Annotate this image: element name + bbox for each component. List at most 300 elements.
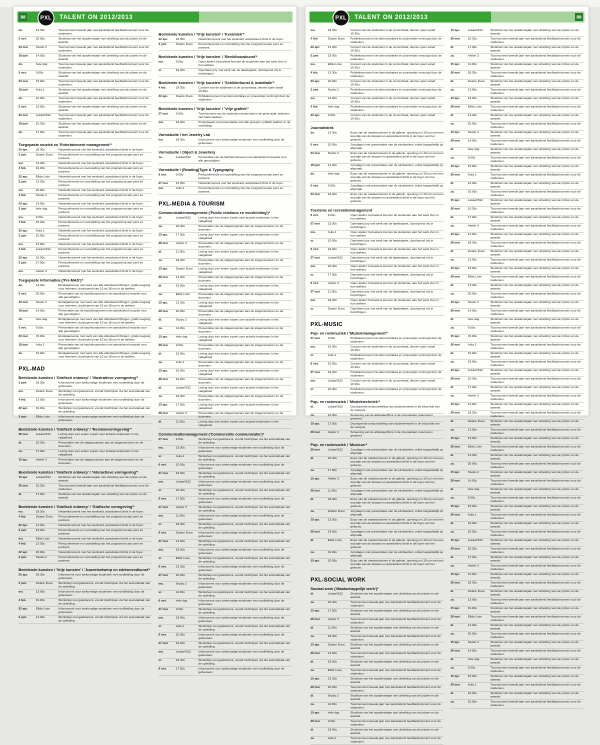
cell-c1: za.: [451, 327, 468, 334]
cell-c3: Publieksmoment met demonstraties en proeverijen verzorgd door de studenten.: [198, 95, 291, 102]
cell-c1: 28 mei: [311, 686, 328, 693]
cell-c1: vr.: [159, 523, 176, 530]
table-row: [159, 455, 292, 464]
table-row: [311, 660, 444, 669]
cell-c1: ma.: [159, 651, 176, 658]
cell-c1: 15 apr.: [311, 560, 328, 571]
cell-c2: Zwarte Doos: [36, 390, 59, 397]
cell-c1: ma.: [159, 121, 176, 128]
table-row: [451, 692, 584, 701]
cell-c3: Slotshow van het academiejaar met uitreiking van de prijzen en de awards.: [490, 199, 583, 206]
table-row: [19, 381, 152, 390]
cell-c3: Publieksmoment met demonstraties en proeverijen verzorgd door de studenten.: [350, 337, 443, 344]
cell-c2: 10.00u: [176, 464, 199, 471]
table-row: [451, 309, 584, 318]
cell-c2: Elfde Linie: [328, 63, 351, 70]
cell-c1: 4 feb.: [311, 106, 328, 113]
table-row: [19, 441, 152, 450]
cell-c3: Workshop met gastdocent, vooraf inschrijven via het secretariaat van de opleiding.: [198, 438, 291, 445]
cell-c3: Workshop met gastdocent, vooraf inschrijven via het secretariaat van de opleiding.: [198, 489, 291, 496]
cell-c3: Toonmoment tweede jaar met aansluitend feedbackmoment voor de studenten.: [490, 429, 583, 436]
table-row: [159, 225, 292, 234]
cell-c3: Toonmoment tweede jaar met aansluitend feedbackmoment voor de studenten.: [490, 89, 583, 96]
cell-c2: Atelier 3: [328, 478, 351, 489]
cell-c2: 20.00u: [468, 633, 491, 640]
table-row: [159, 565, 292, 574]
cell-c3: Toonmoment tweede jaar met aansluitend feedbackmoment voor de studenten.: [350, 652, 443, 659]
cell-c2: 11.00u: [328, 490, 351, 497]
table-row: [311, 422, 444, 431]
cell-c3: Presentatie van de bachelorproeven met aansluitend receptie voor alle genodigden.: [58, 293, 151, 300]
table-row: [451, 462, 584, 471]
cell-c2: Lokaal B12: [176, 481, 199, 488]
table-row: [159, 548, 292, 557]
table-row: [451, 377, 584, 386]
cell-c2: 10.00u: [468, 182, 491, 189]
cell-c3: Projectweek met presentaties van alle groepen, publiek welkom in de namiddag.: [198, 121, 291, 128]
table-row: [311, 46, 444, 55]
table-row: [311, 669, 444, 678]
table-row: [159, 386, 292, 395]
cell-c3: Workshop met gastdocent, vooraf inschrijven via het secretariaat van de opleiding.: [198, 455, 291, 462]
cell-c2: Aula 1: [176, 455, 199, 462]
cell-c1: di.: [451, 590, 468, 597]
table-row: [159, 86, 292, 95]
cell-c2: 10.30u: [328, 265, 351, 272]
table-row: [19, 458, 152, 467]
cell-c2: 13.30u: [328, 551, 351, 558]
table-row: [159, 352, 292, 361]
table-row: [311, 609, 444, 618]
cell-c1: 18 juni: [311, 164, 328, 171]
cell-c3: Infomoment voor toekomstige studenten met rondleiding door de gebouwen.: [198, 139, 291, 146]
cell-c3: Screening van de afstudeerfilms in de cinemazaal, reserveren gewenst.: [350, 414, 443, 421]
table-row: [311, 431, 444, 440]
cell-c1: 28 mei: [159, 412, 176, 419]
cell-c1: 22 apr.: [311, 80, 328, 87]
cell-c3: Toonmoment tweede jaar met aansluitend feedbackmoment voor de studenten.: [490, 259, 583, 266]
cell-c2: Zwarte Doos: [176, 95, 199, 102]
columns-right-page: [311, 29, 584, 413]
cell-c2: 18.30u: [176, 139, 199, 146]
cell-c1: 18 juni: [19, 123, 36, 130]
cell-c3: Lezing door een extern expert over actuele tendensen in het vakgebied.: [198, 217, 291, 224]
cell-c2: 20.00u: [328, 80, 351, 87]
cell-c1: 4 feb.: [19, 167, 36, 174]
cell-c2: 14.00u: [468, 310, 491, 317]
table-row: [311, 172, 444, 184]
cell-c3: Publieksmoment met demonstraties en proeverijen verzorgd door de studenten.: [350, 55, 443, 62]
table-row: [311, 37, 444, 46]
cell-c2: 16.00u: [468, 701, 491, 708]
cell-c3: Expo van de masterproeven in de galerie, opening om 19 uur met een woordje van de decaan en aansluitend drink in de foyer van het gebouw.: [350, 152, 443, 163]
table-row: [311, 231, 444, 240]
cell-c1: 6 mrt.: [159, 174, 176, 181]
cell-c2: hele dag: [328, 173, 351, 184]
page-left: [13, 6, 297, 416]
cell-c1: 22 apr.: [19, 524, 36, 528]
table-row: [311, 457, 444, 469]
cell-c1: 15 apr.: [451, 403, 468, 410]
cell-c2: 15.00u: [176, 353, 199, 360]
cell-c3: Doorlopende tentoonstelling van studentenwerk in de inkomhal van de campus.: [350, 406, 443, 413]
cell-c2: 15.00u: [328, 223, 351, 230]
cell-c1: 4 feb.: [19, 194, 36, 201]
cell-c3: Toonmoment tweede jaar met aansluitend feedbackmoment voor de studenten.: [490, 38, 583, 45]
table-row: [159, 633, 292, 642]
cell-c2: hele dag: [468, 488, 491, 495]
table-row: [451, 216, 584, 225]
table-row: [451, 420, 584, 429]
cell-c1: di.: [451, 658, 468, 665]
table-row: [311, 703, 444, 712]
cell-c3: Slotshow van het academiejaar met uitreiking van de prijzen en de awards.: [490, 675, 583, 682]
cell-c3: Slotshow van het academiejaar met uitreiking van de prijzen en de awards.: [490, 590, 583, 597]
cell-c2: hele dag: [36, 208, 59, 215]
cell-c3: Slotshow van het academiejaar met uitreiking van de prijzen en de awards.: [490, 454, 583, 461]
table-row: [451, 471, 584, 480]
cell-c3: Infomoment voor toekomstige studenten met rondleiding door de gebouwen.: [198, 464, 291, 471]
section-heading: Beeldende kunsten / 'Vrije kunsten' / 'Juweelontwerp en edelsmeedkunst'*: [19, 568, 152, 573]
cell-c2: 15.00u: [328, 346, 351, 353]
table-row: [451, 530, 584, 539]
cell-c3: Presentatie van de stageprojecten aan de stagementoren en de docenten.: [198, 310, 291, 317]
cell-c3: Open atelier: bezoekers kunnen de studenten aan het werk zien in hun ateliers.: [350, 231, 443, 238]
cell-c3: Netwerkmoment met het werkveld, aansluitend drink in de foyer.: [58, 270, 151, 274]
cell-c3: Persconferentie en voorstelling van het programma aan pers en partners.: [58, 167, 151, 174]
cell-c1: 28 mei: [451, 140, 468, 147]
table-row: [451, 139, 584, 148]
table-row: [159, 642, 292, 651]
table-row: [159, 43, 292, 52]
table-row: [159, 463, 292, 472]
cell-c3: Persconferentie en voorstelling van het programma aan pers en partners.: [58, 154, 151, 161]
cell-c1: wo.: [19, 243, 36, 247]
cell-c2: 9.00u: [328, 114, 351, 121]
cell-c1: di.: [159, 421, 176, 428]
table-row: [451, 173, 584, 182]
cell-c1: di.: [451, 182, 468, 189]
cell-c1: ma.: [159, 549, 176, 556]
cell-c2: 16.00u: [176, 378, 199, 385]
cell-c3: Toonmoment tweede jaar met aansluitend feedbackmoment voor de studenten.: [350, 737, 443, 744]
cell-c3: Presentatie van de stageprojecten aan de stagementoren en de docenten.: [198, 361, 291, 368]
cell-c1: 15 apr.: [19, 459, 36, 466]
cell-c2: Lokaal B12: [176, 387, 199, 394]
cell-c1: di.: [451, 488, 468, 495]
cell-c1: 15 apr.: [311, 478, 328, 489]
cell-c1: 22 apr.: [19, 176, 36, 180]
cell-c1: za.: [451, 259, 468, 266]
department-heading: PXL-MAD: [19, 366, 152, 372]
cell-c2: Zwarte Doos: [468, 420, 491, 427]
cell-c2: 13.00u: [468, 259, 491, 266]
cell-c2: 10.30u: [328, 388, 351, 395]
cell-c2: Lokaal B12: [36, 433, 59, 440]
cell-c2: 20.00u: [468, 123, 491, 130]
cell-c1: 6 mrt.: [159, 634, 176, 641]
cell-c2: 16.00u: [468, 531, 491, 538]
table-row: [451, 598, 584, 607]
cell-c1: 28 mei: [451, 38, 468, 45]
table-row: [19, 407, 152, 416]
cell-c1: 22 apr.: [311, 46, 328, 53]
cell-c1: 3 juni: [19, 235, 36, 242]
cell-c3: Concert van de studenten in de concertzaal, deuren open vanaf 19.30u.: [350, 46, 443, 53]
cell-c1: 4 feb.: [311, 72, 328, 79]
cell-c3: Slotshow van het academiejaar met uitreiking van de prijzen en de awards.: [490, 46, 583, 53]
cell-c2: 10.30u: [36, 485, 59, 492]
cell-c1: wo.: [19, 162, 36, 166]
table-row: [451, 284, 584, 293]
table-row: [19, 309, 152, 318]
table-row: [159, 284, 292, 293]
cell-c2: 15.00u: [176, 182, 199, 186]
cell-c2: 10.00u: [468, 522, 491, 529]
cell-c2: 18.30u: [468, 582, 491, 589]
cell-c2: Studio 2: [468, 471, 491, 478]
cell-c2: hele dag: [468, 658, 491, 665]
table-row: [451, 46, 584, 55]
schedule-column: [311, 29, 444, 413]
cell-c2: 13.30u: [328, 678, 351, 685]
table-row: [159, 369, 292, 378]
cell-c1: ma.: [311, 299, 328, 306]
cell-c2: 20.00u: [36, 293, 59, 300]
cell-c2: 14.00u: [468, 480, 491, 487]
cell-c1: di.: [19, 493, 36, 500]
cell-c2: Atelier 3: [36, 459, 59, 466]
table-row: [451, 590, 584, 599]
table-row: [451, 675, 584, 684]
table-row: [19, 88, 152, 97]
cell-c2: Zwarte Doos: [176, 268, 199, 275]
cell-c3: Open atelier: bezoekers kunnen de studenten aan het werk zien in hun ateliers.: [350, 282, 443, 289]
cell-c2: Lokaal B12: [468, 199, 491, 206]
cell-c3: Presentatie van de bachelorproeven met aansluitend receptie voor alle genodigden.: [58, 327, 151, 334]
cell-c3: Slotshow van het academiejaar met uitreiking van de prijzen en de awards.: [350, 593, 443, 600]
table-row: [311, 63, 444, 72]
cell-c3: Slotshow van het academiejaar met uitreiking van de prijzen en de awards.: [490, 131, 583, 138]
cell-c3: Lezing door een extern expert over actuele tendensen in het vakgebied.: [198, 387, 291, 394]
table-row: [19, 207, 152, 216]
cell-c1: do.: [19, 97, 36, 104]
table-row: [451, 292, 584, 301]
cell-c3: Concert van de studenten in de concertzaal, deuren open vanaf 19.30u.: [350, 346, 443, 353]
table-row: [451, 394, 584, 403]
cell-c2: 15.00u: [468, 335, 491, 342]
cell-c1: vr.: [159, 625, 176, 632]
cell-c2: 17.00u: [468, 46, 491, 53]
cell-c3: Netwerkmoment met het werkveld, aansluitend drink in de foyer.: [58, 230, 151, 234]
table-row: [451, 581, 584, 590]
cell-c3: Concert van de studenten in de concertzaal, deuren open vanaf 19.30u.: [350, 63, 443, 70]
cell-c3: Toonmoment tweede jaar met aansluitend feedbackmoment voor de studenten.: [350, 618, 443, 625]
cell-c1: za.: [451, 463, 468, 470]
cell-c1: 3 juni: [159, 43, 176, 50]
cell-c2: 19.00u: [36, 167, 59, 174]
table-row: [159, 412, 292, 421]
cell-c2: 11.00u: [176, 251, 199, 258]
cell-c2: 13.00u: [328, 652, 351, 659]
cell-c3: Slotshow van het academiejaar met uitreiking van de prijzen en de awards.: [58, 55, 151, 62]
cell-c3: Infomoment voor toekomstige studenten met rondleiding door de gebouwen.: [198, 617, 291, 624]
cell-c1: 15 apr.: [311, 423, 328, 430]
table-row: [159, 497, 292, 506]
cell-c1: 27 mei: [159, 438, 176, 445]
cell-c3: Toonmoment tweede jaar met aansluitend feedbackmoment voor de studenten.: [490, 497, 583, 504]
cell-c1: di.: [451, 148, 468, 155]
cell-c3: Toonmoment tweede jaar met aansluitend feedbackmoment voor de studenten.: [490, 106, 583, 113]
table-row: [311, 711, 444, 720]
table-row: [451, 522, 584, 531]
cell-c1: 15 apr.: [451, 539, 468, 546]
cell-c3: Jurydagen met presentaties van de eindwerken, enkel toegankelijk op afspraak.: [350, 510, 443, 517]
cell-c2: 17.00u: [36, 131, 59, 138]
cell-c3: Toonmoment tweede jaar met aansluitend feedbackmoment voor de studenten.: [490, 701, 583, 708]
cell-c2: 17.00u: [328, 274, 351, 281]
cell-c1: za.: [451, 429, 468, 436]
table-row: [451, 632, 584, 641]
section-heading: Beeldende kunsten / 'Grafisch ontwerp' / 'Grafische vormgeving'*: [19, 505, 152, 510]
cell-c2: 13.00u: [176, 276, 199, 283]
cell-c1: za.: [451, 157, 468, 164]
cell-c2: 9.00u: [328, 185, 351, 192]
cell-c2: 13.00u: [36, 591, 59, 598]
table-row: [311, 518, 444, 530]
cell-c2: 17.00u: [328, 610, 351, 617]
cell-c3: Toonmoment tweede jaar met aansluitend feedbackmoment voor de studenten.: [350, 703, 443, 710]
table-row: [159, 403, 292, 412]
table-row: [19, 71, 152, 80]
table-row: [19, 167, 152, 176]
cell-c1: 6 mrt.: [311, 282, 328, 289]
header-bar-left: [18, 12, 293, 23]
cell-c1: di.: [19, 442, 36, 449]
header-title-left: TALENT ON 2012/2013: [60, 12, 133, 23]
table-row: [159, 276, 292, 285]
cell-c3: Toonmoment tweede jaar met aansluitend feedbackmoment voor de studenten.: [490, 344, 583, 351]
cell-c2: 16.00u: [176, 642, 199, 649]
table-row: [311, 337, 444, 346]
cell-c2: 9.00u: [36, 327, 59, 334]
section-heading: Vormstudie / (Reading)Type & Typography: [159, 168, 292, 173]
cell-c1: 23 mei: [19, 46, 36, 53]
cell-c3: Slotshow van het academiejaar met uitreiking van de prijzen en de awards.: [490, 488, 583, 495]
cell-c3: Workshop met gastdocent, vooraf inschrijven via het secretariaat van de opleiding.: [198, 608, 291, 615]
cell-c1: wo.: [19, 216, 36, 220]
cell-c2: 13.00u: [36, 524, 59, 528]
cell-c2: 14.00u: [36, 310, 59, 317]
cell-c3: Jurydagen met presentaties van de eindwerken, enkel toegankelijk op afspraak.: [350, 531, 443, 538]
cell-c3: Slotshow van het academiejaar met uitreiking van de prijzen en de awards.: [490, 148, 583, 155]
cell-c1: 22 apr.: [19, 203, 36, 207]
table-row: [159, 523, 292, 532]
cell-c2: 14.00u: [468, 140, 491, 147]
cell-c2: 18.30u: [176, 259, 199, 266]
table-row: [19, 221, 152, 230]
table-row: [311, 214, 444, 223]
table-row: [19, 248, 152, 257]
cell-c3: Toonmoment tweede jaar met aansluitend feedbackmoment voor de studenten.: [350, 601, 443, 608]
cell-c2: Studio 2: [36, 556, 59, 563]
cell-c3: Expo van de masterproeven in de galerie, opening om 19 uur met een woordje van de decaan en aansluitend drink in de foyer van het gebouw.: [350, 498, 443, 509]
cell-c1: 3 juni: [19, 556, 36, 563]
cell-c3: Slotshow van het academiejaar met uitreiking van de prijzen en de awards.: [58, 493, 151, 500]
table-row: [19, 114, 152, 123]
cell-c1: 28 mei: [451, 650, 468, 657]
table-row: [451, 547, 584, 556]
table-row: [159, 69, 292, 78]
cell-c2: Zwarte Doos: [468, 590, 491, 597]
cell-c1: za.: [159, 225, 176, 232]
cell-c1: 28 mei: [311, 618, 328, 625]
cell-c3: Persconferentie en voorstelling van het programma aan pers en partners.: [58, 194, 151, 201]
cell-c2: 9.00u: [176, 438, 199, 445]
cell-c2: Zwarte Doos: [328, 510, 351, 517]
cell-c1: za.: [451, 361, 468, 368]
section-heading: Beeldende kunsten / 'Grafisch ontwerp' / 'Illustratieve vormgeving'*: [19, 376, 152, 381]
cell-c2: hele dag: [176, 600, 199, 607]
table-row: [19, 450, 152, 459]
table-row: [311, 282, 444, 291]
cell-c3: Expo van de masterproeven in de galerie, opening om 19 uur met een woordje van de decaan en aansluitend drink in de foyer van het gebouw.: [350, 478, 443, 489]
cell-c2: Atelier 3: [328, 431, 351, 438]
cell-c1: 4 feb.: [159, 87, 176, 94]
cell-c3: Toonmoment tweede jaar met aansluitend feedbackmoment voor de studenten.: [490, 599, 583, 606]
table-row: [19, 352, 152, 361]
table-row: [159, 574, 292, 583]
cell-c2: Lokaal B12: [468, 29, 491, 36]
cell-c2: Lokaal B12: [176, 156, 199, 163]
cell-c2: hele dag: [468, 148, 491, 155]
cell-c1: 4 feb.: [19, 399, 36, 406]
cell-c1: di.: [311, 729, 328, 736]
cell-c2: 10.00u: [36, 235, 59, 242]
cell-c3: Toonmoment tweede jaar met aansluitend feedbackmoment voor de studenten.: [490, 480, 583, 487]
cell-c1: ma.: [311, 231, 328, 238]
cell-c2: 15.00u: [468, 675, 491, 682]
cell-c2: 9.00u: [176, 344, 199, 351]
table-row: [19, 180, 152, 189]
cell-c2: 13.30u: [468, 454, 491, 461]
cell-c2: 10.00u: [176, 370, 199, 377]
cell-c3: Toonmoment tweede jaar met aansluitend feedbackmoment voor de studenten.: [490, 565, 583, 572]
cell-c1: 28 mei: [451, 480, 468, 487]
cell-c2: 15.00u: [176, 121, 199, 128]
cell-c2: Studio 2: [36, 194, 59, 201]
cell-c1: 28 mei: [451, 446, 468, 453]
table-row: [19, 335, 152, 344]
cell-c2: Aula 1: [328, 737, 351, 744]
cell-c1: 28 mei: [451, 582, 468, 589]
cell-c2: 13.30u: [468, 284, 491, 291]
table-row: [19, 301, 152, 310]
cell-c2: 19.00u: [36, 529, 59, 536]
cell-c3: Jurydagen met presentaties van de eindwerken, enkel toegankelijk op afspraak.: [350, 164, 443, 171]
cell-c1: 22 apr.: [19, 551, 36, 555]
cell-c2: Aula 1: [36, 89, 59, 96]
table-row: [19, 529, 152, 538]
cell-c2: Studio 2: [176, 583, 199, 590]
cell-c2: 13.30u: [36, 543, 59, 550]
table-row: [451, 649, 584, 658]
cell-c3: Toonmoment tweede jaar met aansluitend feedbackmoment voor de studenten.: [490, 412, 583, 419]
cell-c2: Lokaal B12: [176, 651, 199, 658]
table-row: [311, 184, 444, 193]
cell-c2: Studio 2: [176, 319, 199, 326]
cell-c3: Infomoment voor toekomstige studenten met rondleiding door de gebouwen.: [198, 668, 291, 675]
